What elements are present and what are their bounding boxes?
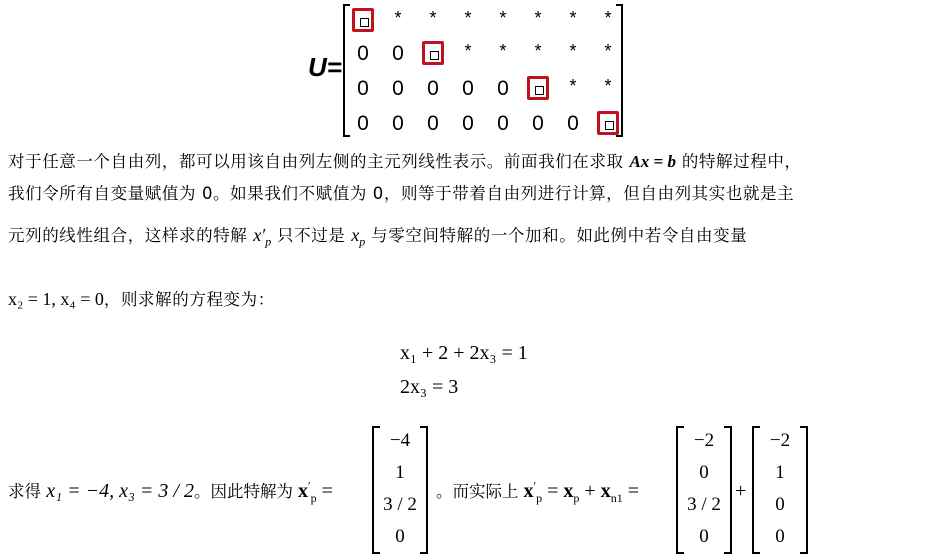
matrix-u-cell: *: [604, 8, 612, 28]
matrix-u-cell: *: [499, 8, 507, 28]
matrix-u-cell: 0: [567, 112, 579, 135]
vector-entry: −2: [693, 430, 715, 451]
matrix-u-cell: 0: [392, 42, 404, 65]
pivot-symbol: [430, 51, 439, 60]
pivot-symbol: [535, 86, 544, 95]
matrix-u-cell: *: [569, 76, 577, 96]
matrix-u-cell: *: [394, 8, 402, 28]
vector-entry: 0: [699, 462, 709, 483]
matrix-u-cell: 0: [392, 77, 404, 100]
xp-prime-symbol-2: x: [523, 480, 534, 502]
vector-entry: 1: [395, 462, 405, 483]
xp-prime-symbol: x: [297, 480, 308, 502]
paragraph-line-3-mid: 只不过是: [271, 226, 352, 245]
matrix-u-cell: 0: [532, 112, 544, 135]
vector-entry: 0: [395, 526, 405, 547]
matrix-u-cell: 0: [497, 112, 509, 135]
paragraph-line-1-text: 对于任意一个自由列，都可以用该自由列左侧的主元列线性表示。前面我们在求取: [8, 152, 630, 171]
vector-entry: 3 / 2: [687, 494, 721, 515]
solution-line: 求得 x₁ = −4, x₃ = 3 / 2。因此特解为 $x'_p$ =: [8, 478, 333, 505]
pivot-symbol: [360, 18, 369, 27]
vector-entry: 1: [775, 462, 785, 483]
paragraph-line-4: [8, 286, 275, 310]
vector-entry: 3 / 2: [383, 494, 417, 515]
solution-text-2: 。而实际上: [436, 482, 519, 501]
matrix-u-cell: *: [464, 41, 472, 61]
paragraph-line-1-tail: 的特解过程中，: [675, 152, 802, 171]
matrix-u-cell: *: [534, 41, 542, 61]
paragraph-line-2: 我们令所有自变量赋值为 0。如果我们不赋值为 0，则等于带着自由列进行计算，但自由列其实也就是主: [8, 184, 795, 203]
matrix-u-cell: *: [429, 8, 437, 28]
equation-2: 2x₃ = 3: [400, 376, 459, 398]
pivot-symbol: [605, 121, 614, 130]
matrix-u-cell: *: [569, 41, 577, 61]
matrix-u-cell: 0: [357, 112, 369, 135]
pivot-box: [352, 8, 374, 32]
vector-entry: −2: [769, 430, 791, 451]
paragraph-line-4-text: ，则求解的方程变为：: [103, 290, 275, 309]
vector-entry: 0: [775, 526, 785, 547]
matrix-u-cell: 0: [427, 112, 439, 135]
paragraph-line-3: [8, 222, 747, 250]
matrix-u-cell: 0: [462, 77, 474, 100]
solution-line-2: 。而实际上 $x'_p = x_p + x_{n1}$ =: [436, 478, 639, 505]
matrix-u-cell: 0: [392, 112, 404, 135]
matrix-u-cell: *: [464, 8, 472, 28]
free-variable-assignment: x₂ = 1, x₄ = 0: [8, 289, 104, 309]
matrix-u: [343, 4, 623, 137]
vector-xp: [676, 426, 732, 554]
solution-text-1: 。因此特解为: [193, 482, 293, 501]
paragraph-line-3-tail: 与零空间特解的一个加和。如此例中若令自由变量: [365, 226, 748, 245]
matrix-u-cell: *: [604, 76, 612, 96]
matrix-u-cell: 0: [357, 42, 369, 65]
vector-entry: −4: [389, 430, 411, 451]
vector-entry: 0: [775, 494, 785, 515]
pivot-box: [527, 76, 549, 100]
paragraph-line-3-text: 元列的线性组合，这样求的特解: [8, 226, 254, 245]
pivot-box: [422, 41, 444, 65]
vector-xp-prime: [372, 426, 428, 554]
matrix-u-cell: 0: [462, 112, 474, 135]
matrix-u-cell: *: [534, 8, 542, 28]
matrix-u-cell: 0: [357, 77, 369, 100]
matrix-u-cell: 0: [497, 77, 509, 100]
matrix-u-cell: 0: [427, 77, 439, 100]
solution-values: x₁ = −4, x₃ = 3 / 2: [46, 480, 194, 502]
symbol-xp: $x_p$: [351, 225, 366, 249]
paragraph-line-1: [8, 148, 802, 172]
matrix-u-cell: *: [604, 41, 612, 61]
pivot-box: [597, 111, 619, 135]
vector-entry: 0: [699, 526, 709, 547]
matrix-u-cell: *: [499, 41, 507, 61]
symbol-xp-prime: $x'_p$: [253, 225, 272, 249]
matrix-u-label: U=: [308, 52, 342, 82]
equation-1: x₁ + 2 + 2x₃ = 1: [400, 342, 528, 364]
equation-ax-b: Ax = b: [629, 152, 676, 171]
plus-sign: +: [735, 480, 747, 502]
matrix-u-cell: *: [569, 8, 577, 28]
solution-prefix: 求得: [8, 482, 47, 501]
vector-xn1: [752, 426, 808, 554]
